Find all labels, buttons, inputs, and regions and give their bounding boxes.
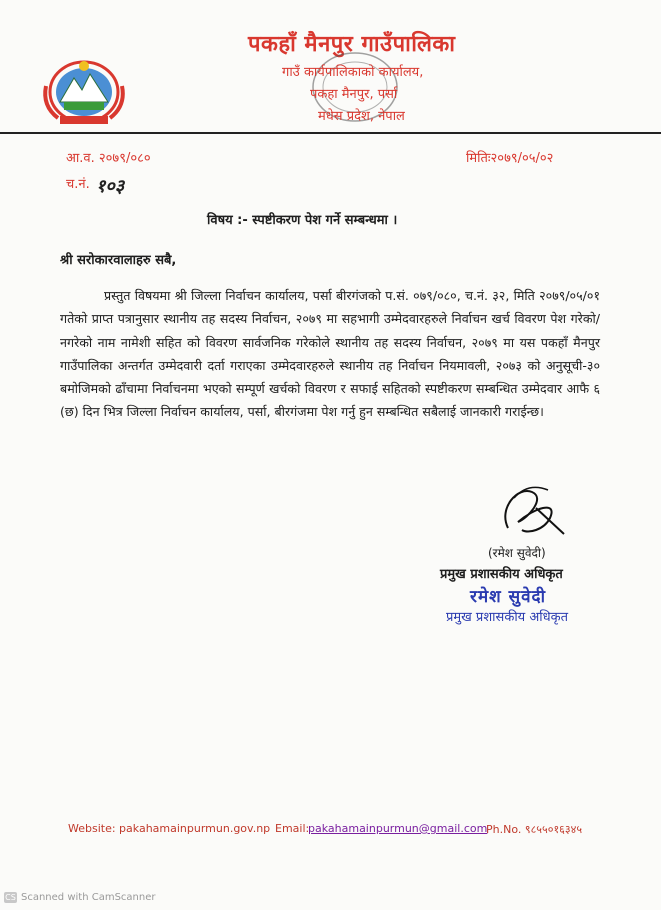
name-stamp: रमेश सुवेदी [470, 587, 546, 607]
footer-phone: Ph.No. ९८५५०१६३४५ [486, 823, 583, 836]
salutation: श्री सरोकारवालाहरु सबै, [60, 253, 177, 268]
office-line-1: गाउँ कार्यपालिकाको कार्यालय, [282, 65, 424, 80]
signatory-title: प्रमुख प्रशासकीय अधिकृत [440, 567, 563, 582]
letter-subject: विषय :- स्पष्टीकरण पेश गर्ने सम्बन्धमा । [207, 213, 398, 228]
title-stamp: प्रमुख प्रशासकीय अधिकृत [446, 610, 569, 625]
municipality-emblem-icon [38, 56, 130, 126]
dispatch-number: १०३ [96, 176, 125, 197]
scanner-watermark [4, 892, 156, 903]
handwritten-signature-icon [488, 478, 578, 550]
footer-email-link[interactable]: pakahamainpurmun@gmail.com [308, 822, 488, 835]
letter-body: प्रस्तुत विषयमा श्री जिल्ला निर्वाचन कार्यालय, पर्सा बीरगंजको प.सं. ०७९/०८०, च.नं. ३२, मिति २०७९/०५/०१ गतेको प्राप्त पत्रानुसार स्थानीय तह सदस्य निर्वाचन, २०७९ मा सहभागी उम्मेदवारहरुले निर्वाचन खर्च विवरण पेश गरेको/नगरेको नाम नामेशी सहित को विवरण सार्वजनिक गरेकोले स्थानीय तह सदस्य निर्वाचन, २०७९ मा यस पकहाँ मैनपुर गाउँपालिका अन्तर्गत उम्मेदवारी दर्ता गराएका उम्मेदवारहरुले स्थानीय तह निर्वाचन नियमावली, २०७३ को अनुसूची-३० बमोजिमको ढाँचामा निर्वाचनमा भएको सम्पूर्ण खर्चको विवरण र सफाई सहितको स्पष्टीकरण सम्बन्धित उम्मेदवार आफै ६ (छ) दिन भित्र जिल्ला निर्वाचन कार्यालय, पर्सा, बीरगंजमा पेश गर्नु हुन सम्बन्धित सबैलाई जानकारी गराईन्छ। [60, 288, 600, 420]
letterhead-divider [0, 132, 661, 134]
letter-date: मितिः२०७९/०५/०२ [466, 151, 554, 166]
footer-email-label: Email: [275, 822, 310, 835]
office-line-2: पकहा मैनपुर, पर्सा [310, 87, 398, 102]
office-line-3: मधेस प्रदेश, नेपाल [318, 109, 405, 124]
scanner-watermark-text: Scanned with CamScanner [21, 892, 156, 903]
office-name: पकहाँ मैनपुर गाउँपालिका [248, 32, 456, 57]
fiscal-year: आ.व. २०७९/०८० [66, 151, 151, 166]
dispatch-label: च.नं. [66, 177, 90, 192]
footer-website: Website: pakahamainpurmun.gov.np [68, 822, 271, 835]
signatory-name: (रमेश सुवेदी) [488, 546, 546, 560]
camscanner-icon: CS [5, 893, 16, 902]
